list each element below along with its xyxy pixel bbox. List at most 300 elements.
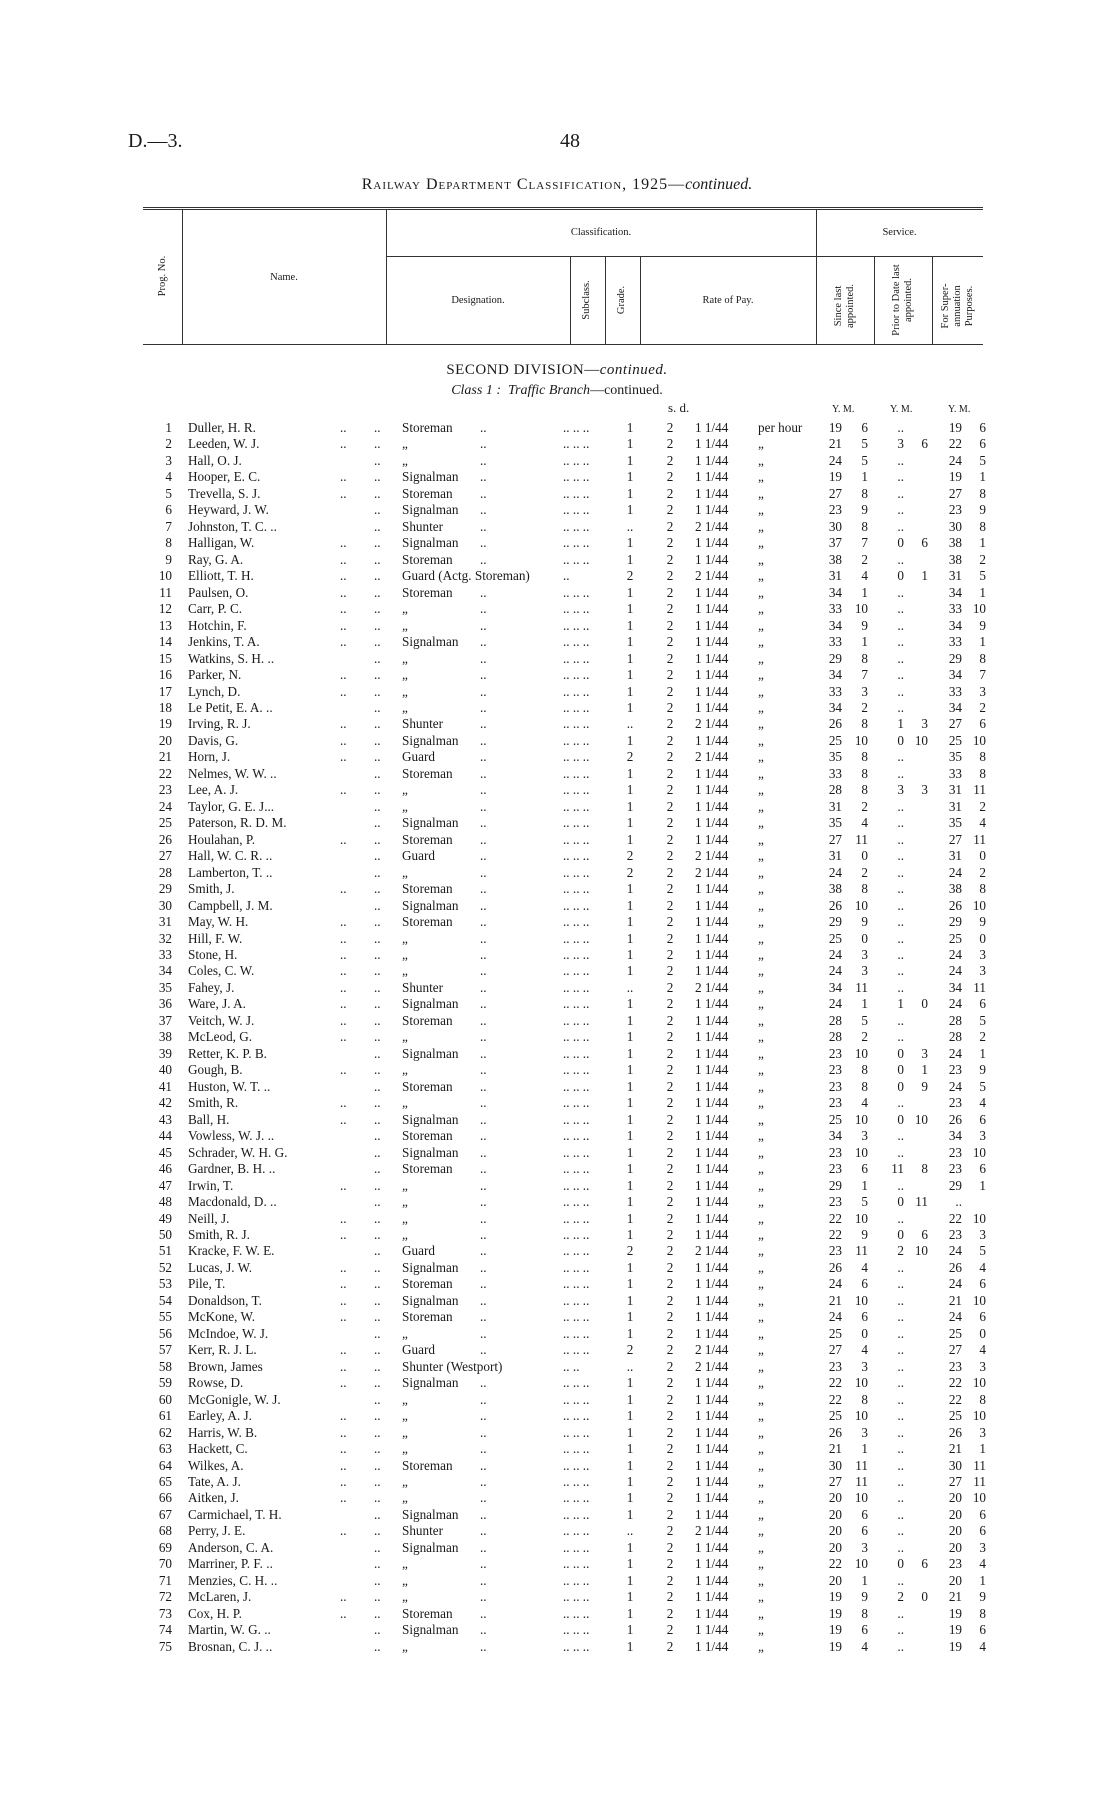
superannuation-months: 8 [979,765,986,781]
prior-years: .. [897,1029,904,1045]
since-last-months: 9 [861,1589,868,1605]
leader-dots: .. [340,1029,347,1045]
employee-name: Aitken, J. [188,1490,239,1506]
prog-no: 43 [158,1111,172,1127]
subclass: .. [626,1523,634,1539]
leader-dots: .. [340,1111,347,1127]
subclass: 1 [626,897,634,913]
designation: Guard [402,749,435,765]
superannuation-months: 3 [979,1128,986,1144]
employee-name: Hall, W. C. R. .. [188,848,273,864]
superannuation-years: 22 [948,436,962,452]
prior-years: .. [897,798,904,814]
rate-of-pay: 1 1/44 [695,815,729,831]
header-service: Service. [882,227,917,238]
leader-dots: .. [374,1358,381,1374]
grade: 2 [666,1276,674,1292]
leader-dots: .. [374,535,381,551]
since-last-years: 23 [828,1095,842,1111]
prog-no: 56 [158,1325,172,1341]
prog-no: 1 [165,420,172,435]
leader-dots: .. [480,1391,487,1407]
superannuation-years: 21 [948,1589,962,1605]
leader-dots: .. [340,535,347,551]
employee-name: Kracke, F. W. E. [188,1243,275,1259]
superannuation-months: 6 [979,1111,986,1127]
designation: Storeman [402,881,453,897]
table-row [0,799,1114,815]
leader-dots: .. [480,699,487,715]
prog-no: 4 [165,469,172,485]
designation: „ [402,1589,408,1605]
leader-dots: .. [374,485,381,501]
subclass: 1 [626,1276,634,1292]
since-last-years: 30 [828,518,842,534]
leader-dots: .. .. .. [563,947,590,962]
per-hour: „ [758,1012,764,1028]
rate-of-pay: 1 1/44 [695,502,729,518]
employee-name: McIndoe, W. J. [188,1325,269,1341]
units-sd: s. d. [668,400,690,415]
superannuation-years: 35 [948,749,962,765]
leader-dots: .. [480,996,487,1012]
employee-name: Brosnan, C. J. .. [188,1638,273,1654]
leader-dots: .. .. .. [563,798,590,814]
leader-dots: .. [340,914,347,930]
per-hour: „ [758,1243,764,1259]
prog-no: 8 [165,535,172,551]
prior-years: .. [897,914,904,930]
superannuation-years: 19 [948,1638,962,1654]
superannuation-months: 0 [979,930,986,946]
leader-dots: .. [374,634,381,650]
leader-dots: .. [480,1474,487,1489]
leader-dots: .. [340,551,347,567]
since-last-years: 19 [828,1589,842,1605]
prog-no: 58 [158,1358,172,1374]
leader-dots: .. .. .. [563,1012,590,1028]
since-last-months: 7 [861,667,868,683]
grade: 2 [666,1194,674,1210]
rate-of-pay: 1 1/44 [695,798,729,814]
employee-name: Hooper, E. C. [188,469,261,485]
employee-name: Hotchin, F. [188,617,247,633]
subclass: 1 [626,914,634,930]
leader-dots: .. [374,1622,381,1638]
per-hour: „ [758,1506,764,1522]
employee-name: Stone, H. [188,947,238,962]
subclass: .. [626,979,634,995]
leader-dots: .. [374,765,381,781]
superannuation-years: 21 [948,1292,962,1308]
employee-name: Perry, J. E. [188,1523,246,1539]
subclass: 1 [626,1474,634,1489]
table-row [0,1046,1114,1062]
prior-years: .. [897,1358,904,1374]
prog-no: 42 [158,1095,172,1111]
employee-name: Watkins, S. H. .. [188,650,275,666]
subclass: 1 [626,1161,634,1177]
prog-no: 75 [158,1638,172,1654]
since-last-months: 5 [861,436,868,452]
since-last-months: 10 [854,1408,868,1424]
grade: 2 [666,947,674,962]
superannuation-years: 22 [948,1210,962,1226]
superannuation-months: 10 [972,601,986,617]
since-last-years: 25 [828,1111,842,1127]
prior-years: .. [897,1210,904,1226]
leader-dots: .. [480,1506,487,1522]
header-prog-no: Prog. No. [157,255,168,297]
superannuation-months: 5 [979,1078,986,1094]
leader-dots: .. [374,518,381,534]
designation: Signalman [402,634,459,650]
superannuation-months: 8 [979,650,986,666]
leader-dots: .. .. .. [563,1078,590,1094]
grade: 2 [666,1309,674,1325]
since-last-months: 3 [861,683,868,699]
leader-dots: .. [480,831,487,847]
leader-dots: .. [340,1095,347,1111]
table-row [0,1309,1114,1325]
subclass: 1 [626,1078,634,1094]
table-row [0,469,1114,485]
col-divider-4 [605,256,606,344]
designation: Signalman [402,502,459,518]
leader-dots: .. .. .. [563,667,590,683]
leader-dots: .. [374,1638,381,1654]
leader-dots: .. [374,1012,381,1028]
since-last-years: 22 [828,1391,842,1407]
prior-years: .. [897,881,904,897]
leader-dots: .. [480,782,487,798]
leader-dots: .. [374,1111,381,1127]
leader-dots: .. [374,716,381,732]
table-row [0,651,1114,667]
per-hour: „ [758,1622,764,1638]
since-last-months: 0 [861,930,868,946]
since-last-years: 22 [828,1210,842,1226]
leader-dots: .. .. .. [563,634,590,650]
leader-dots: .. [480,1441,487,1457]
prog-no: 16 [158,667,172,683]
employee-name: Parker, N. [188,667,242,683]
prior-years: .. [897,485,904,501]
superannuation-years: 27 [948,1474,962,1489]
since-last-years: 31 [828,568,842,584]
subclass: 1 [626,881,634,897]
table-row [0,1145,1114,1161]
employee-name: Menzies, C. H. .. [188,1572,278,1588]
since-last-years: 24 [828,864,842,880]
prog-no: 37 [158,1012,172,1028]
per-hour: „ [758,1111,764,1127]
since-last-years: 27 [828,485,842,501]
designation: „ [402,1408,408,1424]
rate-of-pay: 2 1/44 [695,716,729,732]
rate-of-pay: 1 1/44 [695,1622,729,1638]
units-ym-super: Y. M. [948,404,971,415]
prog-no: 28 [158,864,172,880]
since-last-months: 10 [854,1111,868,1127]
employee-name: Heyward, J. W. [188,502,269,518]
prior-years: .. [897,1144,904,1160]
rate-of-pay: 1 1/44 [695,1226,729,1242]
table-row [0,1062,1114,1078]
leader-dots: .. .. .. [563,1029,590,1045]
grade: 2 [666,469,674,485]
leader-dots: .. [340,947,347,962]
since-last-months: 3 [861,947,868,962]
header-designation: Designation. [451,295,505,306]
since-last-years: 21 [828,1292,842,1308]
per-hour: „ [758,947,764,962]
rate-of-pay: 1 1/44 [695,1144,729,1160]
employee-name: Lee, A. J. [188,782,239,798]
rate-of-pay: 1 1/44 [695,1161,729,1177]
superannuation-months: 10 [972,1210,986,1226]
grade: 2 [666,815,674,831]
designation: Signalman [402,1045,459,1061]
employee-name: Gardner, B. H. .. [188,1161,276,1177]
prog-no: 36 [158,996,172,1012]
per-hour: „ [758,634,764,650]
prog-no: 61 [158,1408,172,1424]
superannuation-years: 21 [948,1441,962,1457]
designation: Storeman [402,1161,453,1177]
since-last-years: 24 [828,452,842,468]
since-last-years: 33 [828,601,842,617]
leader-dots: .. .. .. [563,1474,590,1489]
employee-name: Tate, A. J. [188,1474,241,1489]
grade: 2 [666,1441,674,1457]
designation: Storeman [402,765,453,781]
since-last-months: 1 [861,1177,868,1193]
designation: „ [402,1226,408,1242]
rate-of-pay: 1 1/44 [695,1424,729,1440]
per-hour: „ [758,1457,764,1473]
grade: 2 [666,601,674,617]
superannuation-years: 23 [948,1358,962,1374]
leader-dots: .. .. .. [563,1128,590,1144]
leader-dots: .. .. .. [563,1441,590,1457]
designation: „ [402,1424,408,1440]
leader-dots: .. [374,782,381,798]
employee-name: Halligan, W. [188,535,255,551]
superannuation-months: 3 [979,1424,986,1440]
leader-dots: .. [480,667,487,683]
designation: „ [402,864,408,880]
prog-no: 5 [165,485,172,501]
per-hour: „ [758,831,764,847]
prior-years: .. [897,1309,904,1325]
superannuation-months: 11 [973,1457,986,1473]
leader-dots: .. [340,749,347,765]
table-row [0,535,1114,551]
grade: 2 [666,436,674,452]
grade: 2 [666,452,674,468]
since-last-months: 8 [861,765,868,781]
prior-years: .. [897,1457,904,1473]
rate-of-pay: 1 1/44 [695,947,729,962]
prog-no: 63 [158,1441,172,1457]
prior-years: 0 [897,1226,904,1242]
since-last-years: 26 [828,716,842,732]
table-row [0,848,1114,864]
grade: 2 [666,1638,674,1654]
prior-years: .. [897,1292,904,1308]
leader-dots: .. .. .. [563,1589,590,1605]
subclass: 1 [626,1457,634,1473]
leader-dots: .. [563,568,570,584]
superannuation-months: 4 [979,1342,986,1358]
superannuation-months: 10 [972,897,986,913]
leader-dots: .. [374,1441,381,1457]
leader-dots: .. [340,979,347,995]
leader-dots: .. [374,1556,381,1572]
superannuation-months: 6 [979,1161,986,1177]
since-last-months: 2 [861,798,868,814]
leader-dots: .. .. .. [563,1605,590,1621]
designation: „ [402,452,408,468]
employee-name: Macdonald, D. .. [188,1194,277,1210]
per-hour: „ [758,1276,764,1292]
grade: 2 [666,551,674,567]
leader-dots: .. [340,1177,347,1193]
superannuation-years: 23 [948,1226,962,1242]
since-last-years: 19 [828,1605,842,1621]
per-hour: „ [758,1095,764,1111]
table-row [0,881,1114,897]
leader-dots: .. .. .. [563,683,590,699]
since-last-months: 8 [861,1062,868,1078]
superannuation-months: 1 [979,535,986,551]
grade: 2 [666,1128,674,1144]
since-last-years: 20 [828,1572,842,1588]
employee-name: Ware, J. A. [188,996,246,1012]
superannuation-years: 19 [948,1622,962,1638]
leader-dots: .. [480,1572,487,1588]
since-last-years: 34 [828,584,842,600]
grade: 2 [666,518,674,534]
table-row [0,1342,1114,1358]
employee-name: Rowse, D. [188,1375,244,1391]
leader-dots: .. [374,551,381,567]
prior-years: .. [897,1276,904,1292]
rate-of-pay: 1 1/44 [695,1589,729,1605]
grade: 2 [666,1226,674,1242]
since-last-months: 1 [861,634,868,650]
prog-no: 2 [165,436,172,452]
superannuation-years: 24 [948,1078,962,1094]
employee-name: McLaren, J. [188,1589,252,1605]
leader-dots: .. [374,667,381,683]
grade: 2 [666,1408,674,1424]
superannuation-years: 26 [948,1111,962,1127]
table-row [0,1458,1114,1474]
employee-name: Smith, R. [188,1095,239,1111]
leader-dots: .. [340,1589,347,1605]
grade: 2 [666,1012,674,1028]
since-last-years: 24 [828,1276,842,1292]
leader-dots: .. [374,864,381,880]
grade: 2 [666,782,674,798]
leader-dots: .. [340,1309,347,1325]
leader-dots: .. [480,1424,487,1440]
per-hour: „ [758,1029,764,1045]
superannuation-years: 22 [948,1391,962,1407]
leader-dots: .. [340,1210,347,1226]
subclass: 1 [626,1605,634,1621]
leader-dots: .. [374,930,381,946]
employee-name: Smith, R. J. [188,1226,250,1242]
leader-dots: .. [340,420,347,435]
prior-years: .. [897,634,904,650]
designation: Guard [402,848,435,864]
rate-of-pay: 1 1/44 [695,1490,729,1506]
designation: „ [402,1572,408,1588]
leader-dots: .. [374,996,381,1012]
leader-dots: .. [480,1095,487,1111]
subclass: 1 [626,1177,634,1193]
subclass: 1 [626,996,634,1012]
superannuation-years: 19 [948,1605,962,1621]
rate-of-pay: 1 1/44 [695,617,729,633]
prior-years: .. [897,1506,904,1522]
superannuation-years: 34 [948,699,962,715]
prior-years: .. [897,617,904,633]
subclass: 1 [626,1638,634,1654]
since-last-years: 19 [828,1622,842,1638]
per-hour: „ [758,1062,764,1078]
prog-no: 45 [158,1144,172,1160]
grade: 2 [666,765,674,781]
designation: „ [402,1062,408,1078]
since-last-years: 23 [828,1194,842,1210]
page-title [0,176,1114,194]
table-row [0,1211,1114,1227]
superannuation-months: 5 [979,452,986,468]
prior-months: 0 [921,996,928,1012]
leader-dots: .. [340,617,347,633]
superannuation-months: 3 [979,1539,986,1555]
rate-of-pay: 1 1/44 [695,535,729,551]
subclass: 1 [626,667,634,683]
leader-dots: .. [374,1572,381,1588]
employee-name: Veitch, W. J. [188,1012,255,1028]
employee-name: Davis, G. [188,732,239,748]
grade: 2 [666,1029,674,1045]
leader-dots: .. .. .. [563,551,590,567]
designation: „ [402,1029,408,1045]
subclass: 1 [626,732,634,748]
leader-dots: .. [340,930,347,946]
since-last-months: 1 [861,1441,868,1457]
since-last-months: 10 [854,1556,868,1572]
prior-years: .. [897,1342,904,1358]
superannuation-years: 19 [948,469,962,485]
units-ym-since: Y. M. [832,404,855,415]
subclass: 1 [626,634,634,650]
since-last-months: 2 [861,551,868,567]
table-row [0,865,1114,881]
since-last-months: 4 [861,1259,868,1275]
leader-dots: .. [340,469,347,485]
employee-name: Donaldson, T. [188,1292,262,1308]
employee-name: Houlahan, P. [188,831,256,847]
designation: Signalman [402,1375,459,1391]
since-last-years: 23 [828,1243,842,1259]
